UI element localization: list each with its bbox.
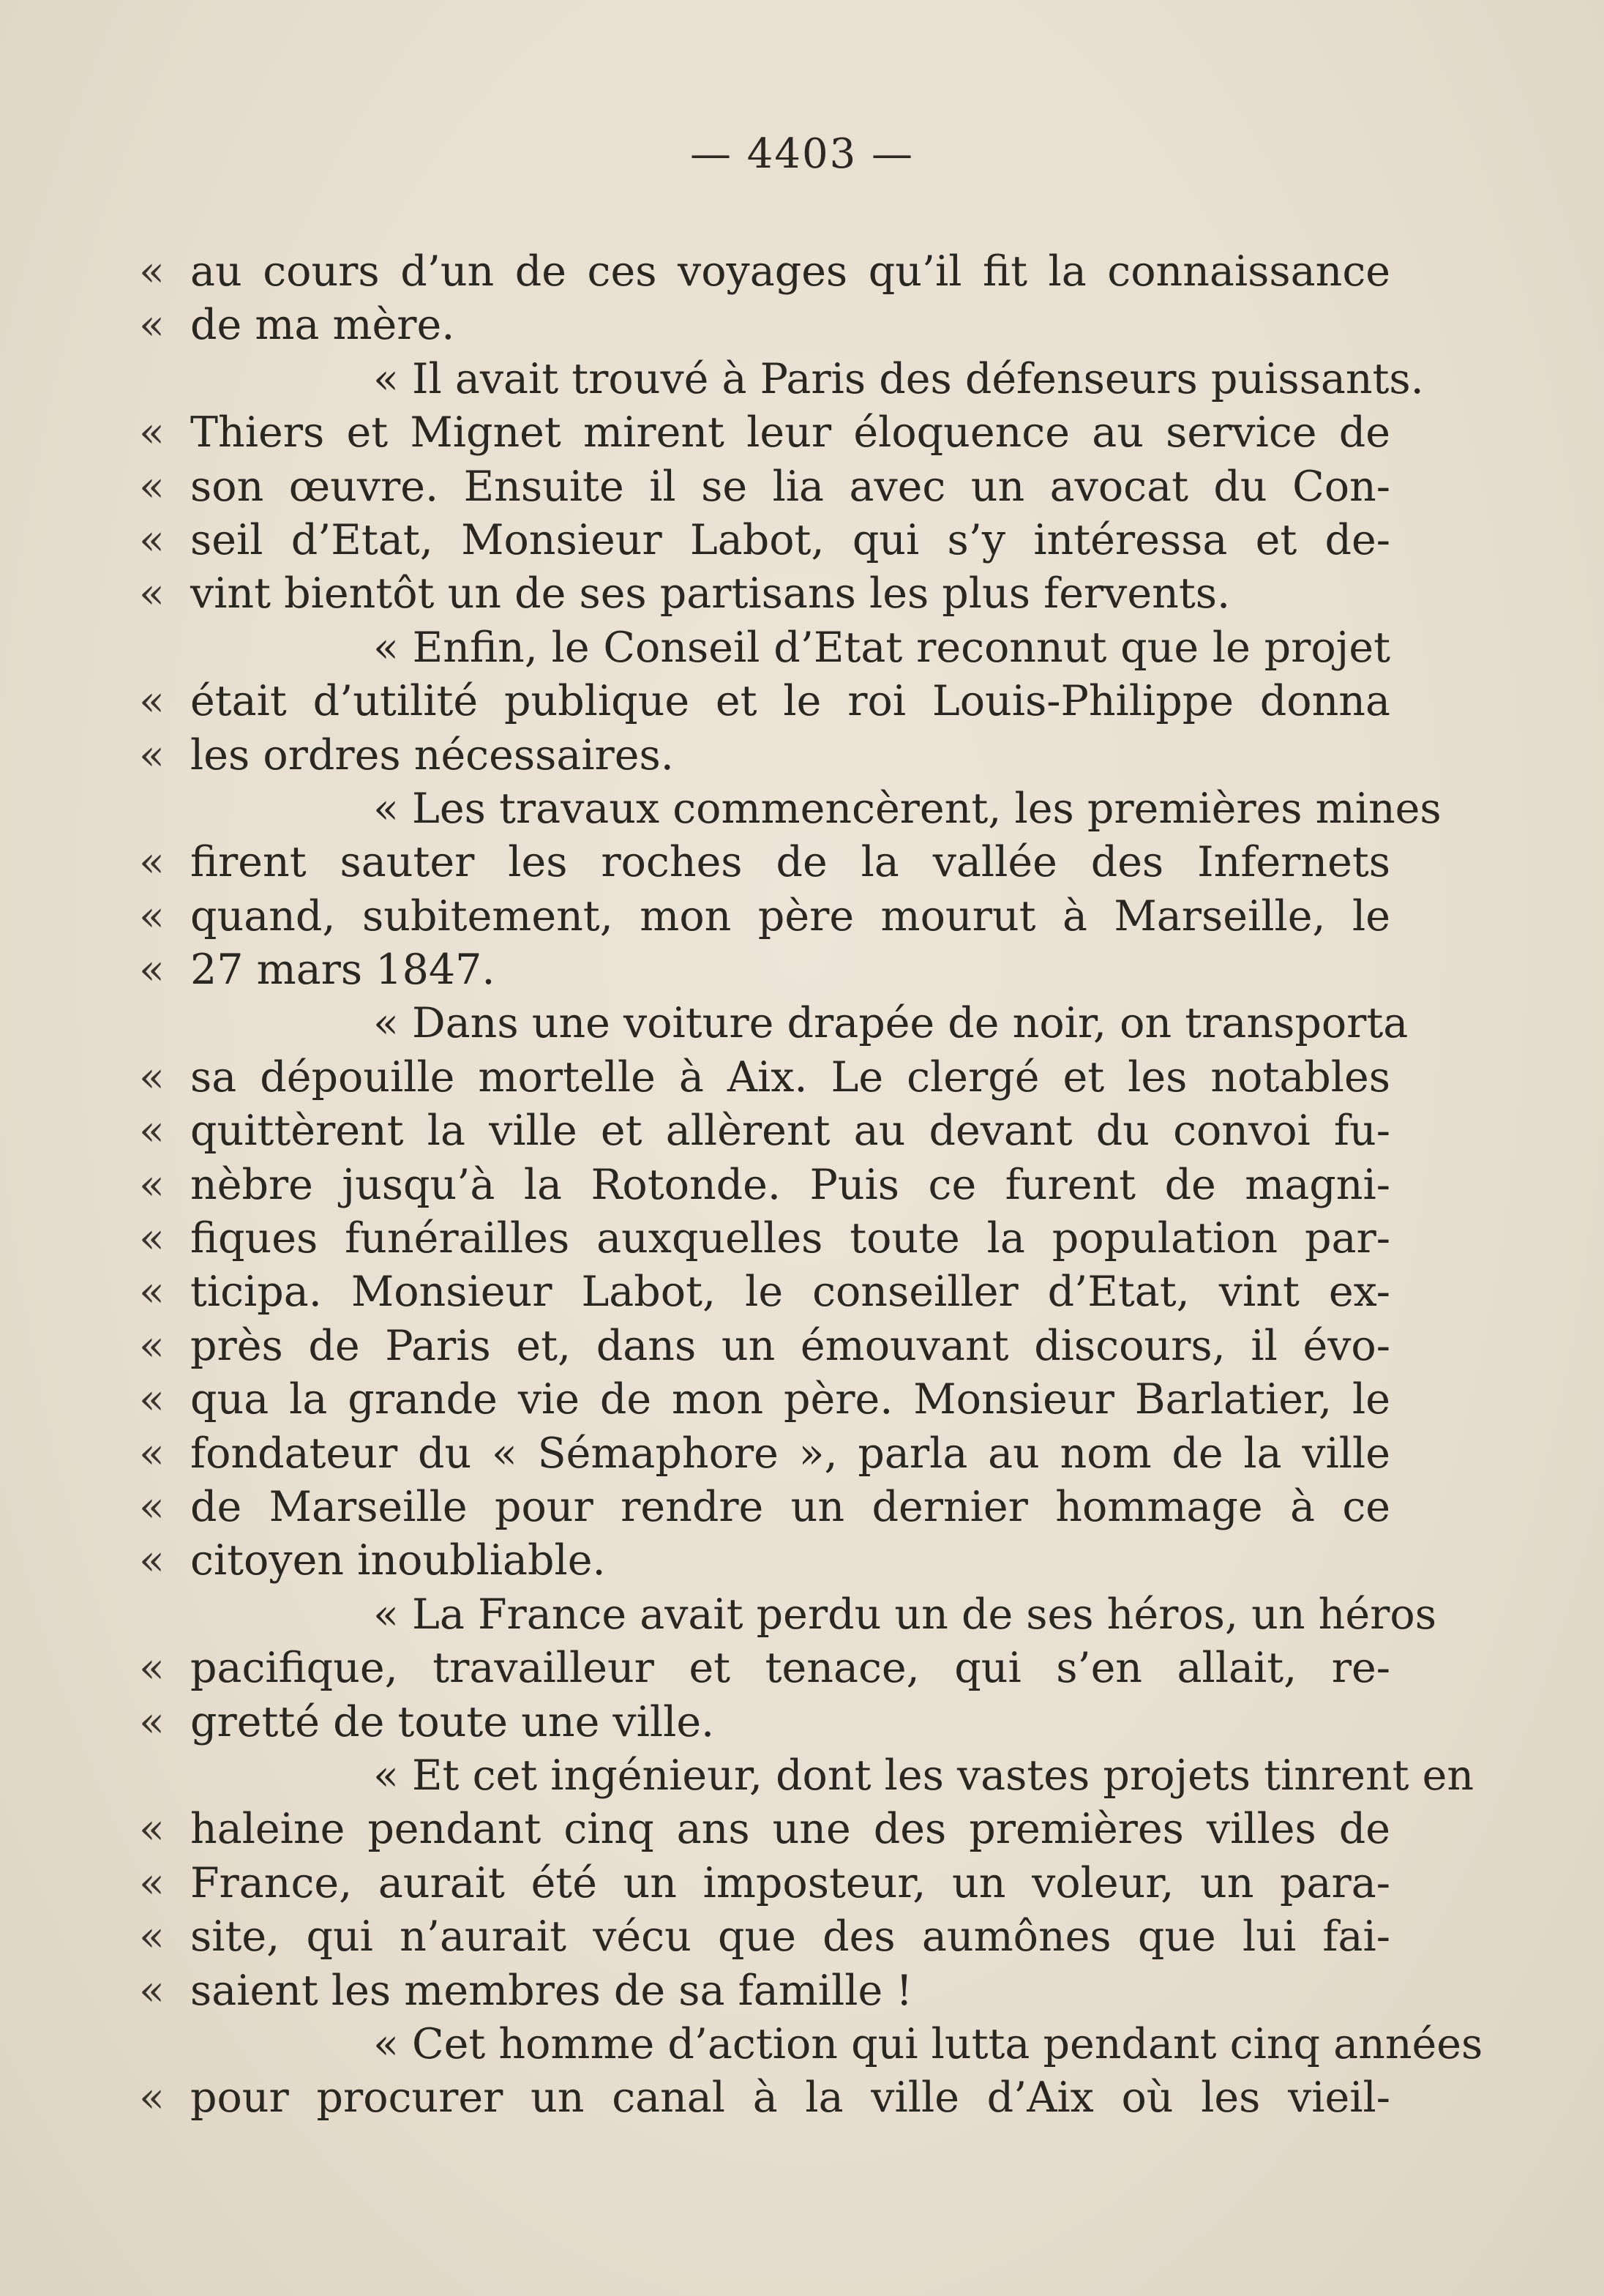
- line-text: sa dépouille mortelle à Aix. Le clergé et les notables: [190, 1052, 1390, 1102]
- quote-mark: «: [139, 1052, 165, 1102]
- line-text: quand, subitement, mon père mourut à Marseille, le: [190, 891, 1390, 941]
- line-text: « Dans une voiture drapée de noir, on transporta: [373, 999, 1409, 1048]
- paragraph-start-line: [139, 2018, 1483, 2071]
- quote-mark: «: [139, 1321, 165, 1370]
- body-text: [139, 245, 1483, 2125]
- paragraph-start-line: [139, 621, 1390, 675]
- quote-mark: «: [139, 677, 165, 726]
- quote-mark: «: [139, 1429, 165, 1478]
- text-line: [139, 2071, 1390, 2125]
- line-text: fondateur du « Sémaphore », parla au nom de la ville: [190, 1429, 1390, 1478]
- line-text: seil d’Etat, Monsieur Labot, qui s’y intéressa et de-: [190, 515, 1390, 564]
- text-line: [139, 567, 1390, 621]
- line-text: fiques funérailles auxquelles toute la population par-: [190, 1214, 1390, 1263]
- quote-mark: «: [139, 1805, 165, 1854]
- text-line: [139, 1051, 1390, 1104]
- text-line: [139, 943, 1390, 997]
- line-text: firent sauter les roches de la vallée des Infernets: [190, 838, 1390, 887]
- line-text: saient les membres de sa famille !: [190, 1966, 913, 2015]
- line-text: ticipa. Monsieur Labot, le conseiller d’Etat, vint ex-: [190, 1268, 1390, 1317]
- line-text: haleine pendant cinq ans une des premières villes de: [190, 1805, 1390, 1854]
- line-text: « Enfin, le Conseil d’Etat reconnut que le projet: [373, 623, 1390, 672]
- line-text: était d’utilité publique et le roi Louis-Philippe donna: [190, 677, 1390, 726]
- line-text: « Les travaux commencèrent, les premières mines: [373, 784, 1442, 833]
- line-text: « Et cet ingénieur, dont les vastes projets tinrent en: [373, 1751, 1474, 1800]
- line-text: de ma mère.: [190, 301, 455, 350]
- text-line: [139, 729, 1390, 782]
- paragraph-start-line: [139, 1588, 1436, 1642]
- quote-mark: «: [139, 301, 165, 350]
- text-line: [139, 836, 1390, 889]
- line-text: les ordres nécessaires.: [190, 730, 674, 779]
- text-line: [139, 1159, 1390, 1212]
- text-line: [139, 245, 1390, 299]
- text-line: [139, 1104, 1390, 1158]
- paragraph-start-line: [139, 1749, 1474, 1803]
- quote-mark: «: [139, 408, 165, 457]
- quote-mark: «: [139, 891, 165, 941]
- text-line: [139, 1373, 1390, 1426]
- text-line: [139, 299, 1390, 352]
- text-line: [139, 1427, 1390, 1481]
- line-text: 27 mars 1847.: [190, 946, 495, 995]
- quote-mark: «: [139, 1214, 165, 1263]
- line-text: Thiers et Mignet mirent leur éloquence au service de: [190, 408, 1390, 457]
- text-line: [139, 1803, 1390, 1856]
- text-line: [139, 1212, 1390, 1265]
- quote-mark: «: [139, 1697, 165, 1746]
- text-line: [139, 1857, 1390, 1910]
- quote-mark: «: [139, 838, 165, 887]
- line-text: nèbre jusqu’à la Rotonde. Puis ce furent de magni-: [190, 1160, 1390, 1209]
- line-text: citoyen inoubliable.: [190, 1536, 606, 1585]
- quote-mark: «: [139, 946, 165, 995]
- quote-mark: «: [139, 1107, 165, 1156]
- line-text: au cours d’un de ces voyages qu’il fit la connaissance: [190, 247, 1390, 296]
- text-line: [139, 460, 1390, 514]
- quote-mark: «: [139, 462, 165, 511]
- line-text: France, aurait été un imposteur, un voleur, un para-: [190, 1858, 1390, 1907]
- line-text: qua la grande vie de mon père. Monsieur Barlatier, le: [190, 1375, 1390, 1424]
- text-line: [139, 406, 1390, 460]
- quote-mark: «: [139, 1912, 165, 1962]
- text-line: [139, 1320, 1390, 1373]
- quote-mark: «: [139, 1966, 165, 2015]
- paragraph-start-line: [139, 997, 1409, 1050]
- line-text: pacifique, travailleur et tenace, qui s’en allait, re-: [190, 1644, 1390, 1693]
- line-text: quittèrent la ville et allèrent au devant du convoi fu-: [190, 1107, 1390, 1156]
- quote-mark: «: [139, 247, 165, 296]
- quote-mark: «: [139, 569, 165, 618]
- quote-mark: «: [139, 1375, 165, 1424]
- line-text: gretté de toute une ville.: [190, 1697, 715, 1746]
- paragraph-start-line: [139, 353, 1424, 406]
- text-line: [139, 514, 1390, 567]
- text-line: [139, 1910, 1390, 1964]
- text-line: [139, 890, 1390, 943]
- quote-mark: «: [139, 2073, 165, 2123]
- line-text: « La France avait perdu un de ses héros, un héros: [373, 1590, 1436, 1639]
- quote-mark: «: [139, 1858, 165, 1907]
- line-text: vint bientôt un de ses partisans les plus fervents.: [190, 569, 1231, 618]
- quote-mark: «: [139, 515, 165, 564]
- text-line: [139, 675, 1390, 728]
- line-text: « Cet homme d’action qui lutta pendant cinq années: [373, 2019, 1483, 2068]
- quote-mark: «: [139, 1644, 165, 1693]
- text-line: [139, 1642, 1390, 1695]
- paragraph-start-line: [139, 782, 1442, 836]
- quote-mark: «: [139, 1268, 165, 1317]
- page-number: — 4403 —: [689, 130, 915, 178]
- line-text: de Marseille pour rendre un dernier hommage à ce: [190, 1482, 1390, 1531]
- line-text: près de Paris et, dans un émouvant discours, il évo-: [190, 1321, 1390, 1370]
- text-line: [139, 1265, 1390, 1319]
- quote-mark: «: [139, 1160, 165, 1209]
- quote-mark: «: [139, 730, 165, 779]
- quote-mark: «: [139, 1482, 165, 1531]
- quote-mark: «: [139, 1536, 165, 1585]
- line-text: pour procurer un canal à la ville d’Aix où les vieil-: [190, 2073, 1390, 2123]
- text-line: [139, 1481, 1390, 1534]
- text-line: [139, 1534, 1390, 1588]
- text-line: [139, 1696, 1390, 1749]
- line-text: site, qui n’aurait vécu que des aumônes que lui fai-: [190, 1912, 1390, 1962]
- line-text: son œuvre. Ensuite il se lia avec un avocat du Con-: [190, 462, 1390, 511]
- line-text: « Il avait trouvé à Paris des défenseurs puissants.: [373, 354, 1424, 403]
- text-line: [139, 1964, 1390, 2018]
